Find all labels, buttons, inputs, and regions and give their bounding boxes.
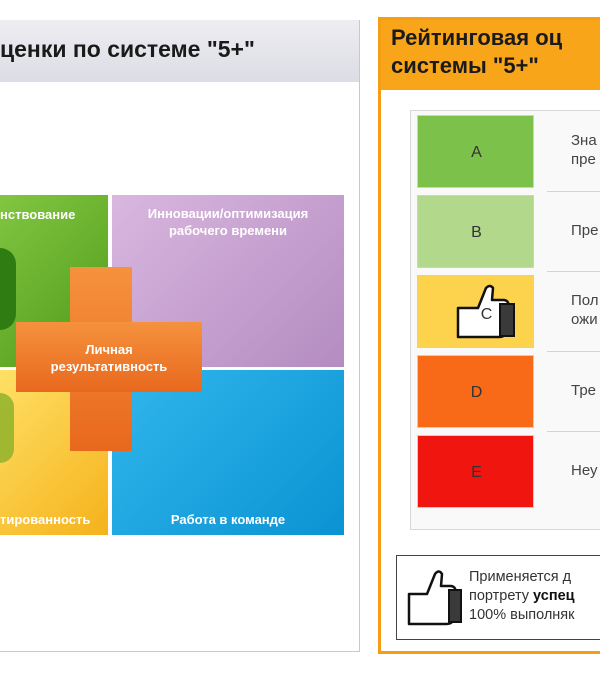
left-panel-header — [0, 20, 359, 82]
rating-desc-e: Неу — [571, 462, 598, 479]
quadrant-top-right-label: Инновации/оптимизация рабочего времени — [147, 206, 309, 238]
rating-row-a — [411, 111, 600, 191]
rating-letter-e: E — [471, 464, 482, 481]
note-line-1: Применяется д — [469, 569, 572, 585]
note-line-2-bold: успец — [533, 588, 575, 604]
rating-letter-c: C — [480, 306, 493, 323]
rating-row-e — [411, 431, 600, 511]
note-line-2 — [469, 587, 575, 606]
right-panel — [378, 17, 600, 654]
left-panel — [0, 20, 360, 652]
rating-cell-b — [417, 195, 534, 268]
thumbs-up-icon — [405, 566, 465, 628]
quadrant-bottom-right-label: Работа в команде — [170, 512, 286, 527]
yellow-shape-fragment — [0, 393, 14, 463]
plus-shape-label: Личная результативность — [50, 342, 168, 374]
green-shape-fragment — [0, 248, 16, 330]
note-box — [396, 555, 600, 640]
rating-desc-c: Пол ожи — [571, 292, 599, 328]
rating-desc-d: Тре — [571, 382, 597, 399]
rating-cell-d — [417, 355, 534, 428]
rating-desc-a: Зна пре — [571, 132, 597, 168]
rating-cell-e — [417, 435, 534, 508]
rating-letter-a: A — [471, 144, 482, 161]
note-line-2-prefix: портрету — [469, 588, 534, 604]
left-panel-title: ценки по системе "5+" — [0, 36, 255, 62]
quadrant-bottom-right — [112, 370, 344, 535]
note-line-3: 100% выполняк — [469, 607, 575, 623]
rating-cell-a — [417, 115, 534, 188]
rating-letter-d: D — [470, 384, 483, 401]
rating-table — [410, 110, 600, 530]
rating-row-d — [411, 351, 600, 431]
quadrant-bottom-left-label: тированность — [0, 512, 91, 527]
right-panel-title: Рейтинговая оц системы "5+" — [391, 25, 563, 78]
quadrant-top-left-label: нствование — [0, 207, 76, 222]
right-panel-header — [381, 20, 600, 90]
rating-row-b — [411, 191, 600, 271]
rating-cell-c — [417, 275, 534, 348]
rating-letter-b: B — [471, 224, 482, 241]
rating-desc-b: Пре — [571, 222, 599, 239]
rating-row-c — [411, 271, 600, 351]
note-text — [469, 568, 575, 625]
